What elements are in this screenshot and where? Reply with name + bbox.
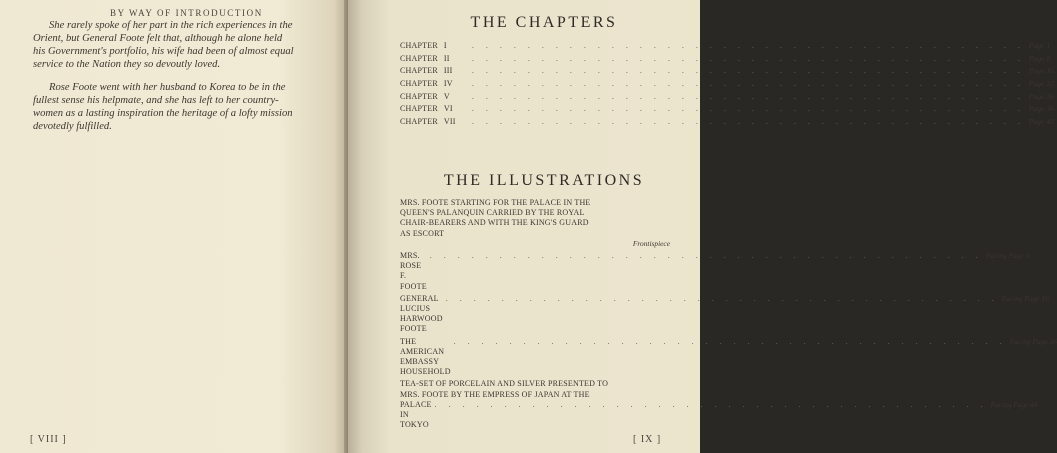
chapter-word: CHAPTER [400,79,438,89]
dot-leader: . . . . . . . . . . . . . . . . . . . . . . . . . . . . . . . . . . . . . . . . [429,251,983,261]
chapter-label [400,116,468,129]
illustration-title-line: MRS. ROSE F. FOOTE [400,251,427,291]
illustrations-heading: THE ILLUSTRATIONS [443,172,645,189]
illustration-title-line: THE AMERICAN EMBASSY HOUSEHOLD [400,336,451,377]
chapter-page: Page 36 [1028,104,1054,114]
chapter-page: Page 26 [1028,91,1054,101]
chapter-number: IV [443,79,453,89]
chapter-number: II [443,53,450,63]
illustration-entry [400,251,1030,292]
illustration-title-line: MRS. FOOTE BY THE EMPRESS OF JAPAN AT THE [400,389,590,399]
illustration-title-line: CHAIR-BEARERS AND WITH THE KING'S GUARD [400,218,589,228]
chapter-entry [400,91,1054,104]
chapter-page: Page 43 [1028,117,1054,127]
running-head: BY WAY OF INTRODUCTION [110,8,263,18]
chapter-label [400,78,468,91]
illustration-title-line: TEA-SET OF PORCELAIN AND SILVER PRESENTED TO [400,379,609,389]
illustration-page: Facing Page 44 [990,399,1038,409]
dot-leader: . . . . . . . . . . . . . . . . . . . . . . . . . . . . . . . . . . . . . . . . [471,117,1025,127]
dot-leader: . . . . . . . . . . . . . . . . . . . . . . . . . . . . . . . . . . . . . . . . [471,66,1025,76]
illustration-title-line: MRS. FOOTE STARTING FOR THE PALACE IN THE [400,198,591,207]
illustration-last-line [400,251,1030,292]
page-number-left: [ VIII ] [30,434,67,445]
illustration-last-line [400,293,1049,335]
intro-paragraph: Rose Foote went with her husband to Korea to be in the fullest sense his helpmate, and she has left to her country-women as a lasting inspiration the heritage of a lofty mission devotedly fulfilled. [33,82,293,132]
chapter-word: CHAPTER [400,91,438,101]
illustration-page: Frontispiece [632,238,670,248]
chapters-heading: THE CHAPTERS [470,14,618,31]
illustration-entry [400,379,1038,430]
chapters-list [400,40,1054,129]
illustrations-list [400,198,1057,432]
dot-leader: . . . . . . . . . . . . . . . . . . . . . . . . . . . . . . . . . . . . . . . . [453,336,1007,346]
illustration-last-line [400,399,1038,431]
chapter-label [400,40,468,53]
chapter-label [400,53,468,66]
left-page [0,0,348,453]
illustration-title-line: GENERAL LUCIUS HARWOOD FOOTE [400,293,443,334]
illustration-page: Facing Page 16 [1001,293,1049,303]
illustration-page: Facing Page 36 [1009,336,1057,346]
right-page [348,0,1057,453]
chapter-label [400,65,468,78]
chapter-page: Page 8 [1028,53,1051,63]
chapter-number: VII [443,117,456,127]
chapter-word: CHAPTER [400,104,438,114]
chapter-word: CHAPTER [400,66,438,76]
chapter-label [400,91,468,104]
chapter-entry [400,65,1054,78]
dot-leader: . . . . . . . . . . . . . . . . . . . . . . . . . . . . . . . . . . . . . . . . [434,399,988,409]
chapter-entry [400,116,1054,129]
chapter-page: Page 22 [1028,79,1054,89]
chapter-number: I [443,41,447,50]
chapter-number: V [443,91,450,101]
chapter-word: CHAPTER [400,117,438,127]
illustration-title-line: PALACE IN TOKYO [400,399,432,430]
page-number-right: [ IX ] [633,434,662,445]
illustration-last-line [400,336,1057,378]
chapter-word: CHAPTER [400,53,438,63]
illustration-entry [400,293,1049,335]
chapter-word: CHAPTER [400,41,438,50]
chapter-number: III [443,66,453,76]
illustration-page: Facing Page 6 [985,251,1030,261]
intro-paragraph: She rarely spoke of her part in the rich experiences in the Orient, but General Foote felt that, although he alone held his Government's portfolio, his wife had been of almost equal service to the Nation they so devoutly loved. [33,20,294,70]
dot-leader: . . . . . . . . . . . . . . . . . . . . . . . . . . . . . . . . . . . . . . . . [471,79,1025,89]
chapter-entry [400,53,1051,66]
chapter-entry [400,78,1054,91]
dot-leader: . . . . . . . . . . . . . . . . . . . . . . . . . . . . . . . . . . . . . . . . [471,91,1025,101]
illustration-title-line: QUEEN'S PALANQUIN CARRIED BY THE ROYAL [400,208,585,218]
chapter-entry [400,40,1051,53]
chapter-page: Page 1 [1028,41,1051,50]
introduction-text [33,19,295,143]
illustration-title-line: AS ESCORT [400,228,445,238]
dot-leader: . . . . . . . . . . . . . . . . . . . . . . . . . . . . . . . . . . . . . . . . [471,104,1025,114]
chapter-page: Page 16 [1028,66,1054,76]
dot-leader: . . . . . . . . . . . . . . . . . . . . . . . . . . . . . . . . . . . . . . . . [471,53,1025,63]
dot-leader: . . . . . . . . . . . . . . . . . . . . . . . . . . . . . . . . . . . . . . . . [471,41,1025,50]
illustration-entry [400,336,1057,378]
chapter-label [400,103,468,116]
illustration-entry [400,198,670,249]
chapter-entry [400,103,1054,116]
chapter-number: VI [443,104,453,114]
dot-leader: . . . . . . . . . . . . . . . . . . . . . . . . . . . . . . . . . . . . . . . . [445,293,999,303]
